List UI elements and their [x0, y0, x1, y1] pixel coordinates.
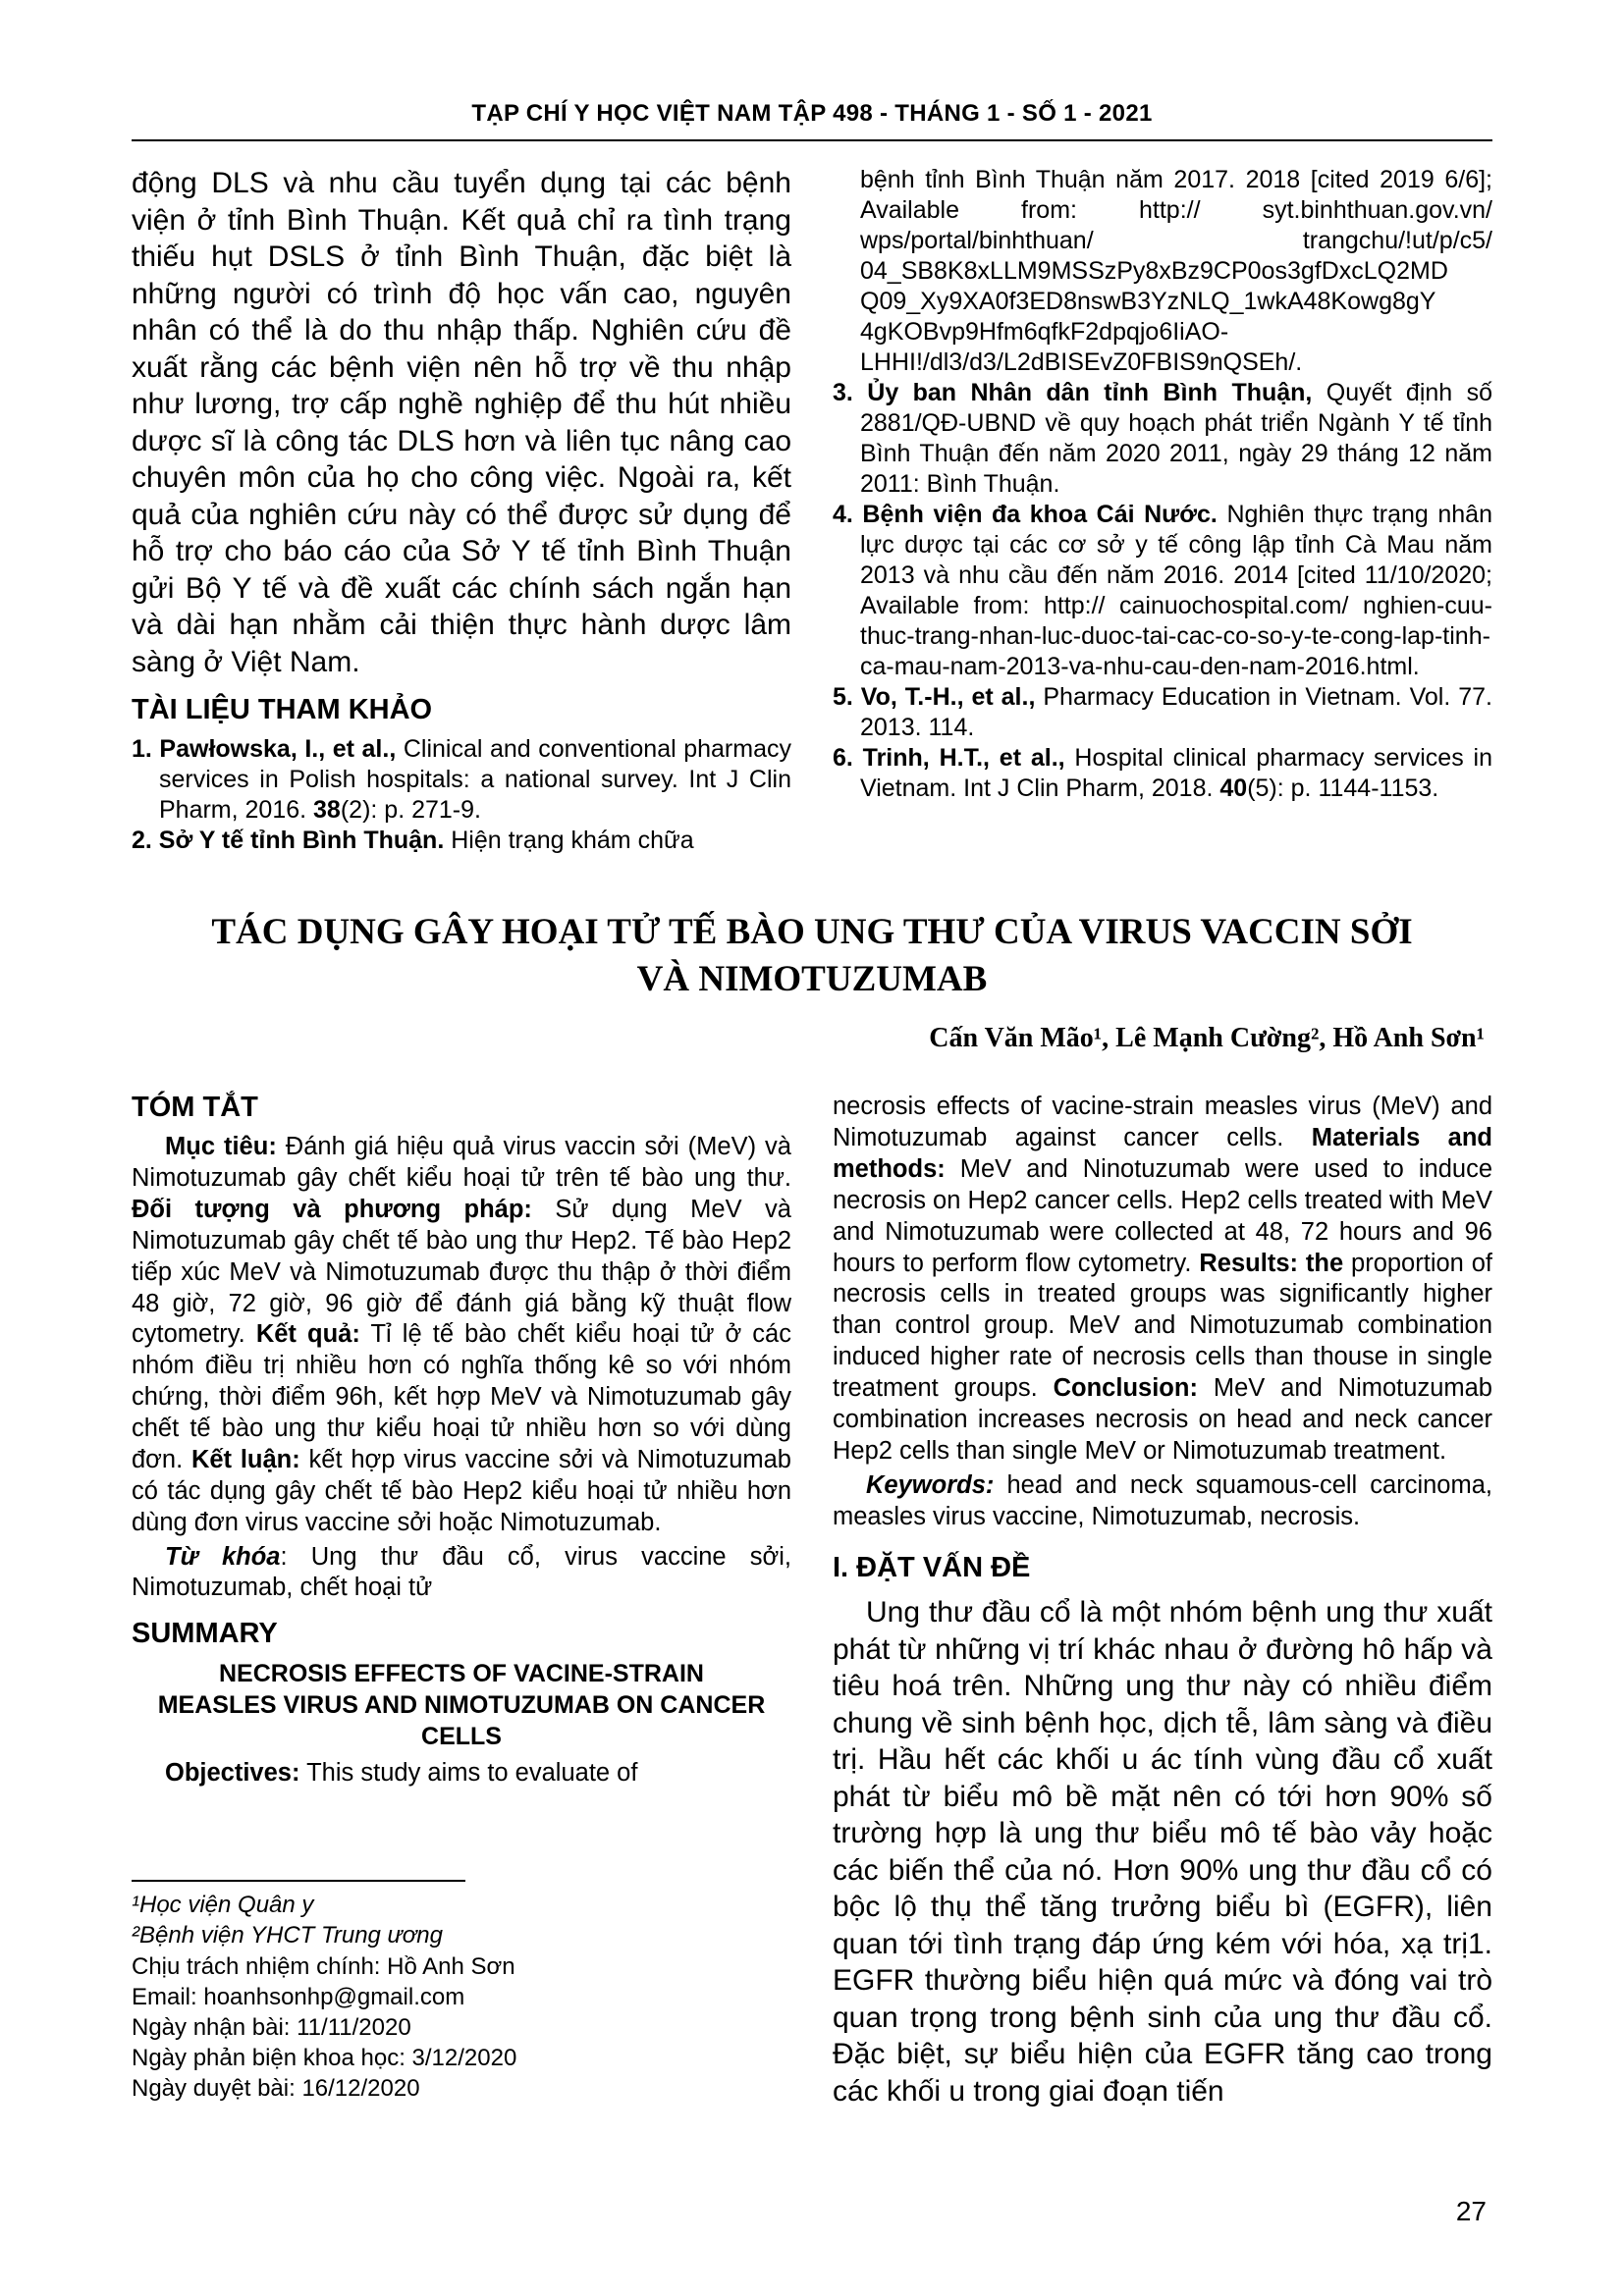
journal-header: TẠP CHÍ Y HỌC VIỆT NAM TẬP 498 - THÁNG 1 - SỐ 1 - 2021: [132, 100, 1492, 141]
article-authors: Cấn Văn Mão¹, Lê Mạnh Cường², Hồ Anh Sơn¹: [929, 1023, 1485, 1054]
abstract-vi-heading: TÓM TẮT: [132, 1092, 258, 1124]
reference-6: 6. Trinh, H.T., et al., Hospital clinical pharmacy services in Vietnam. Int J Clin Pharm, 2018. 40(5): p. 1144-1153.: [833, 744, 1492, 802]
summary-heading: SUMMARY: [132, 1618, 278, 1650]
reference-2-start: 2. Sở Y tế tỉnh Bình Thuận. Hiện trạng khám chữa: [132, 827, 694, 854]
footnote-received-date: Ngày nhận bài: 11/11/2020: [132, 2013, 411, 2041]
reference-5: 5. Vo, T.-H., et al., Pharmacy Education in Vietnam. Vol. 77. 2013. 114.: [833, 683, 1492, 741]
introduction-body: Ung thư đầu cổ là một nhóm bệnh ung thư xuất phát từ những vị trí khác nhau ở đường hô hấp và tiêu hoá trên. Những ung thư này có nhiều điểm chung về sinh bệnh học, dịch tễ, lâm sàng và điều trị. Hầu hết các khối u ác tính vùng đầu cổ xuất phát từ biểu mô bề mặt nên có tới hơn 90% số trường hợp là ung thư biểu mô tế bào vảy hoặc các biến thể của nó. Hơn 90% ung thư đầu cổ có bộc lộ thụ thể tăng trưởng biểu bì (EGFR), liên quan tới tình trạng đáp ứng kém với hóa, xạ trị1. EGFR thường biểu hiện quá mức và đóng vai trò quan trọng trong bệnh sinh của ung thư đầu cổ. Đặc biệt, sự biểu hiện của EGFR tăng cao trong các khối u trong giai đoạn tiến: [833, 1596, 1492, 2108]
footnote-affiliation-2: ²Bệnh viện YHCT Trung ương: [132, 1922, 443, 1949]
summary-body-start: Objectives: This study aims to evaluate of: [165, 1759, 638, 1788]
abstract-vi-keywords: Từ khóa: Ung thư đầu cổ, virus vaccine sởi, Nimotuzumab, chết hoại tử: [132, 1542, 791, 1602]
footnote-review-date: Ngày phản biện khoa học: 3/12/2020: [132, 2045, 517, 2072]
right-column-bottom: [833, 1092, 1492, 2109]
summary-title: NECROSIS EFFECTS OF VACINE-STRAIN MEASLES VIRUS AND NIMOTUZUMAB ON CANCER CELLS: [157, 1660, 766, 1751]
introduction-heading: I. ĐẶT VẤN ĐỀ: [833, 1552, 1031, 1584]
summary-body-continuation: necrosis effects of vacine-strain measles virus (MeV) and Nimotuzumab against cancer cells. Materials and methods: MeV and Ninotuzumab were used to induce necrosis on Hep2 cancer cells. Hep2 cells treated with MeV and Nimotuzumab were collected at 48, 72 hours and 96 hours to perform flow cytometry. Results: the proportion of necrosis cells in treated groups was significantly higher than control group. MeV and Nimotuzumab combination induced higher rate of necrosis cells than thouse in single treatment groups. Conclusion: MeV and Nimotuzumab combination increases necrosis on head and neck cancer Hep2 cells than single MeV or Nimotuzumab treatment.: [833, 1093, 1492, 1465]
article-title: TÁC DỤNG GÂY HOẠI TỬ TẾ BÀO UNG THƯ CỦA VIRUS VACCIN SỞI VÀ NIMOTUZUMAB: [211, 912, 1413, 1000]
footnote-responsible: Chịu trách nhiệm chính: Hồ Anh Sơn: [132, 1952, 515, 1980]
footnote-accepted-date: Ngày duyệt bài: 16/12/2020: [132, 2075, 420, 2103]
page-number: 27: [1455, 2196, 1487, 2226]
references-heading: TÀI LIỆU THAM KHẢO: [132, 694, 433, 725]
summary-keywords: Keywords: head and neck squamous-cell carcinoma, measles virus vaccine, Nimotuzumab, necrosis.: [833, 1470, 1492, 1530]
footnote-affiliation-1: ¹Học viện Quân y: [132, 1892, 314, 1919]
reference-1: 1. Pawłowska, I., et al., Clinical and conventional pharmacy services in Polish hospitals: a national survey. Int J Clin Pharm, 2016. 38(2): p. 271-9.: [132, 735, 791, 824]
footnote-email: Email: hoanhsonhp@gmail.com: [132, 1983, 465, 2010]
reference-2-continuation: bệnh tỉnh Bình Thuận năm 2017. 2018 [cited 2019 6/6]; Available from: http:// syt.binhthuan.gov.vn/ wps/portal/binhthuan/ trangchu/!ut/p/c5/ 04_SB8K8xLLM9MSSzPy8xBz9CP0os3gfDxcLQ2MD Q09_Xy9XA0f3ED8nswB3YzNLQ_1wkA48Kowg8gY 4gKOBvp9Hfm6qfkF2dpqjo6IiAO-LHHI!/dl3/d3/L2dBISEvZ0FBIS9nQSEh/.: [860, 166, 1492, 376]
article-body-section: [132, 1092, 1492, 2109]
left-column-bottom: [132, 1092, 791, 2109]
left-column-top: [132, 165, 791, 856]
right-column-top: [833, 165, 1492, 856]
abstract-vi-body: Mục tiêu: Đánh giá hiệu quả virus vaccin sởi (MeV) và Nimotuzumab gây chết kiểu hoại tử trên tế bào ung thư. Đối tượng và phương pháp: Sử dụng MeV và Nimotuzumab gây chết tế bào ung thư Hep2. Tế bào Hep2 tiếp xúc MeV và Nimotuzumab được thu thập ở thời điểm 48 giờ, 72 giờ, 96 giờ để đánh giá bằng kỹ thuật flow cytometry. Kết quả: Tỉ lệ tế bào chết kiểu hoại tử ở các nhóm điều trị nhiều hơn có nghĩa thống kê so với nhóm chứng, thời điểm 96h, kết hợp MeV và Nimotuzumab gây chết tế bào ung thư kiểu hoại tử nhiều hơn so với dùng đơn. Kết luận: kết hợp virus vaccine sởi và Nimotuzumab có tác dụng gây chết tế bào Hep2 kiểu hoại tử nhiều hơn dùng đơn virus vaccine sởi hoặc Nimotuzumab.: [132, 1133, 791, 1536]
reference-3: 3. Ủy ban Nhân dân tỉnh Bình Thuận, Quyết định số 2881/QĐ-UBND về quy hoạch phát triển Ngành Y tế tỉnh Bình Thuận đến năm 2020 2011, ngày 29 tháng 12 năm 2011: Bình Thuận.: [833, 379, 1492, 498]
prev-article-body: động DLS và nhu cầu tuyển dụng tại các bệnh viện ở tỉnh Bình Thuận. Kết quả chỉ ra tình trạng thiếu hụt DSLS ở tỉnh Bình Thuận, đặc biệt là những người có trình độ học vấn cao, nguyên nhân có thể là do thu nhập thấp. Nghiên cứu đề xuất rằng các bệnh viện nên hỗ trợ về thu nhập như lương, trợ cấp nghề nghiệp để thu hút nhiều dược sĩ là công tác DLS hơn và liên tục nâng cao chuyên môn của họ cho công việc. Ngoài ra, kết quả của nghiên cứu này có thể được sử dụng để hỗ trợ cho báo cáo của Sở Y tế tỉnh Bình Thuận gửi Bộ Y tế và đề xuất các chính sách ngắn hạn và dài hạn nhằm cải thiện thực hành dược lâm sàng ở Việt Nam.: [132, 167, 791, 678]
previous-article-section: [132, 165, 1492, 856]
reference-4: 4. Bệnh viện đa khoa Cái Nước. Nghiên thực trạng nhân lực dược tại các cơ sở y tế công lập tỉnh Cà Mau năm 2013 và nhu cầu đến năm 2016. 2014 [cited 11/10/2020; Available from: http:// cainuochospital.com/ nghien-cuu-thuc-trang-nhan-luc-duoc-tai-cac-co-so-y-te-cong-lap-tinh-ca-mau-nam-2013-va-nhu-cau-den-nam-2016.html.: [833, 501, 1492, 680]
footnote-divider: [132, 1880, 465, 1882]
footnote-block: [132, 1880, 791, 2109]
